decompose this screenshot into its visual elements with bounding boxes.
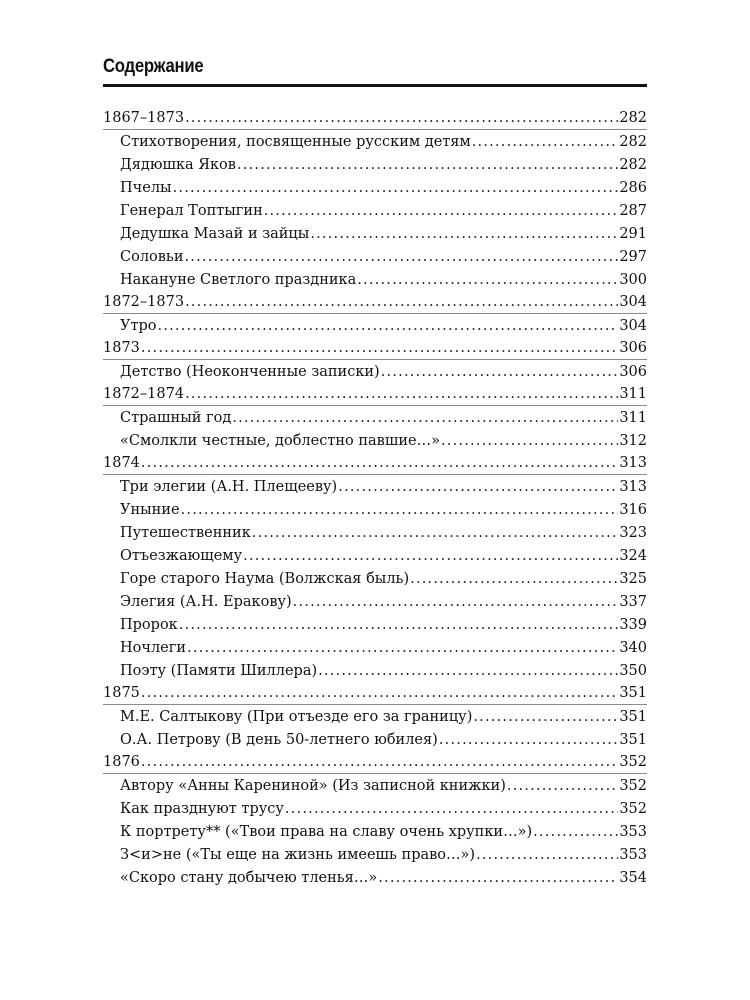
toc-entry-row bbox=[103, 774, 647, 797]
toc-page-number: 353 bbox=[619, 847, 647, 863]
toc-entry-row bbox=[103, 613, 647, 636]
toc-section-row bbox=[103, 291, 647, 314]
toc-page-number: 282 bbox=[619, 157, 647, 173]
toc-leader-dots bbox=[252, 524, 619, 544]
toc-entry-row bbox=[103, 728, 647, 751]
toc-page-number: 316 bbox=[619, 502, 647, 518]
toc-leader-dots bbox=[187, 639, 618, 659]
toc-page-number: 350 bbox=[619, 663, 647, 679]
toc-entry-row bbox=[103, 153, 647, 176]
toc-entry-row bbox=[103, 636, 647, 659]
toc-entry-title: Дедушка Мазай и зайцы bbox=[120, 226, 310, 242]
toc-section-title: 1874 bbox=[103, 455, 140, 471]
toc-entry-row bbox=[103, 866, 647, 889]
toc-entry-title: К портрету** («Твои права на славу очень хрупки…») bbox=[120, 824, 533, 840]
toc-section-row bbox=[103, 337, 647, 360]
toc-entry-title: «Скоро стану добычею тленья…» bbox=[120, 870, 378, 886]
toc-leader-dots bbox=[141, 339, 618, 359]
toc-entry-row bbox=[103, 659, 647, 682]
toc-leader-dots bbox=[381, 363, 619, 383]
toc-page-number: 313 bbox=[619, 455, 647, 471]
toc-section-row bbox=[103, 383, 647, 406]
toc-entry-row bbox=[103, 590, 647, 613]
toc-entry-row bbox=[103, 199, 647, 222]
toc-entry-title: Генерал Топтыгин bbox=[120, 203, 263, 219]
toc-entry-title: З<и>не («Ты еще на жизнь имеешь право…») bbox=[120, 847, 476, 863]
toc-page-number: 306 bbox=[619, 340, 647, 356]
toc-entry-row bbox=[103, 498, 647, 521]
toc-page-number: 306 bbox=[619, 364, 647, 380]
toc-entry-title: «Смолкли честные, доблестно павшие…» bbox=[120, 433, 440, 449]
toc-leader-dots bbox=[472, 133, 619, 153]
toc-page-number: 291 bbox=[619, 226, 647, 242]
toc-entry-title: Ночлеги bbox=[120, 640, 187, 656]
toc-entry-row bbox=[103, 843, 647, 866]
toc-leader-dots bbox=[179, 616, 619, 636]
toc-leader-dots bbox=[533, 823, 618, 843]
toc-page-number: 325 bbox=[619, 571, 647, 587]
toc-page-number: 340 bbox=[619, 640, 647, 656]
toc-entry-title: Страшный год bbox=[120, 410, 232, 426]
toc-page-number: 353 bbox=[619, 824, 647, 840]
toc-leader-dots bbox=[185, 293, 618, 313]
toc-leader-dots bbox=[473, 708, 618, 728]
toc-page-number: 311 bbox=[619, 410, 647, 426]
toc-entry-row bbox=[103, 360, 647, 383]
toc-entry-title: Соловьи bbox=[120, 249, 184, 265]
toc-page-number: 352 bbox=[619, 801, 647, 817]
toc-entry-title: Пророк bbox=[120, 617, 178, 633]
toc-entry-title: Уныние bbox=[120, 502, 180, 518]
toc-page-number: 304 bbox=[619, 318, 647, 334]
toc-leader-dots bbox=[173, 179, 619, 199]
toc-leader-dots bbox=[141, 753, 618, 773]
toc-entry-title: Накануне Светлого праздника bbox=[120, 272, 357, 288]
toc-entry-title: Детство (Неоконченные записки) bbox=[120, 364, 380, 380]
toc-entry-row bbox=[103, 130, 647, 153]
toc-page-number: 300 bbox=[619, 272, 647, 288]
toc-leader-dots bbox=[441, 432, 618, 452]
toc-section-title: 1876 bbox=[103, 754, 140, 770]
toc-entry-row bbox=[103, 429, 647, 452]
toc-entry-title: Отъезжающему bbox=[120, 548, 243, 564]
toc-entry-title: Три элегии (А.Н. Плещееву) bbox=[120, 479, 338, 495]
toc-page-number: 352 bbox=[619, 754, 647, 770]
toc-entry-title: Путешественник bbox=[120, 525, 251, 541]
toc-entry-title: Элегия (А.Н. Еракову) bbox=[120, 594, 292, 610]
toc-entry-title: Поэту (Памяти Шиллера) bbox=[120, 663, 318, 679]
toc-page-number: 313 bbox=[619, 479, 647, 495]
toc-entry-row bbox=[103, 314, 647, 337]
toc-section-title: 1873 bbox=[103, 340, 140, 356]
toc-leader-dots bbox=[476, 846, 618, 866]
toc-leader-dots bbox=[410, 570, 618, 590]
toc-entry-row bbox=[103, 268, 647, 291]
toc-page-number: 324 bbox=[619, 548, 647, 564]
toc-page-number: 337 bbox=[619, 594, 647, 610]
toc-entry-row bbox=[103, 705, 647, 728]
toc-page-number: 287 bbox=[619, 203, 647, 219]
toc-leader-dots bbox=[338, 478, 618, 498]
toc-entry-row bbox=[103, 567, 647, 590]
toc-entry-row bbox=[103, 820, 647, 843]
toc-leader-dots bbox=[293, 593, 619, 613]
toc-leader-dots bbox=[318, 662, 618, 682]
toc-page-number: 282 bbox=[619, 134, 647, 150]
toc-entry-title: Дядюшка Яков bbox=[120, 157, 236, 173]
toc-leader-dots bbox=[310, 225, 618, 245]
toc-entry-title: Как празднуют трусу bbox=[120, 801, 284, 817]
toc-section-row bbox=[103, 751, 647, 774]
toc-page-number: 312 bbox=[619, 433, 647, 449]
toc-entry-row bbox=[103, 176, 647, 199]
toc-entry-row bbox=[103, 406, 647, 429]
page-title: Содержание bbox=[103, 56, 204, 77]
header-rule bbox=[103, 84, 647, 87]
toc-section-row bbox=[103, 682, 647, 705]
toc-leader-dots bbox=[158, 317, 619, 337]
toc-page-number: 351 bbox=[619, 709, 647, 725]
toc-section-title: 1875 bbox=[103, 685, 140, 701]
toc-leader-dots bbox=[185, 248, 619, 268]
toc-page-number: 286 bbox=[619, 180, 647, 196]
toc-leader-dots bbox=[243, 547, 618, 567]
table-of-contents bbox=[103, 107, 647, 889]
toc-leader-dots bbox=[141, 454, 618, 474]
toc-entry-title: Утро bbox=[120, 318, 157, 334]
toc-entry-row bbox=[103, 245, 647, 268]
toc-leader-dots bbox=[237, 156, 618, 176]
toc-section-title: 1872–1874 bbox=[103, 386, 185, 402]
toc-entry-title: Стихотворения, посвященные русским детям bbox=[120, 134, 471, 150]
toc-section-row bbox=[103, 107, 647, 130]
toc-leader-dots bbox=[181, 501, 619, 521]
toc-entry-row bbox=[103, 521, 647, 544]
toc-leader-dots bbox=[185, 385, 618, 405]
toc-section-title: 1867–1873 bbox=[103, 110, 185, 126]
toc-entry-row bbox=[103, 222, 647, 245]
page-header bbox=[103, 56, 647, 87]
toc-page-number: 311 bbox=[619, 386, 647, 402]
toc-leader-dots bbox=[141, 684, 618, 704]
toc-leader-dots bbox=[357, 271, 618, 291]
toc-leader-dots bbox=[378, 869, 618, 889]
toc-section-title: 1872–1873 bbox=[103, 294, 185, 310]
toc-entry-row bbox=[103, 544, 647, 567]
toc-entry-title: Пчелы bbox=[120, 180, 172, 196]
toc-page-number: 297 bbox=[619, 249, 647, 265]
toc-page-number: 339 bbox=[619, 617, 647, 633]
toc-page-number: 304 bbox=[619, 294, 647, 310]
toc-leader-dots bbox=[285, 800, 618, 820]
toc-page-number: 351 bbox=[619, 685, 647, 701]
toc-page-number: 282 bbox=[619, 110, 647, 126]
toc-leader-dots bbox=[264, 202, 619, 222]
toc-page-number: 323 bbox=[619, 525, 647, 541]
toc-page-number: 352 bbox=[619, 778, 647, 794]
toc-entry-title: Горе старого Наума (Волжская быль) bbox=[120, 571, 410, 587]
toc-entry-title: Автору «Анны Карениной» (Из записной книжки) bbox=[120, 778, 506, 794]
toc-leader-dots bbox=[507, 777, 618, 797]
toc-entry-title: О.А. Петрову (В день 50-летнего юбилея) bbox=[120, 732, 438, 748]
toc-leader-dots bbox=[185, 109, 618, 129]
toc-leader-dots bbox=[439, 731, 618, 751]
toc-entry-row bbox=[103, 475, 647, 498]
toc-entry-title: М.Е. Салтыкову (При отъезде его за границу) bbox=[120, 709, 473, 725]
toc-page-number: 354 bbox=[619, 870, 647, 886]
toc-entry-row bbox=[103, 797, 647, 820]
toc-section-row bbox=[103, 452, 647, 475]
toc-leader-dots bbox=[232, 409, 618, 429]
toc-page-number: 351 bbox=[619, 732, 647, 748]
